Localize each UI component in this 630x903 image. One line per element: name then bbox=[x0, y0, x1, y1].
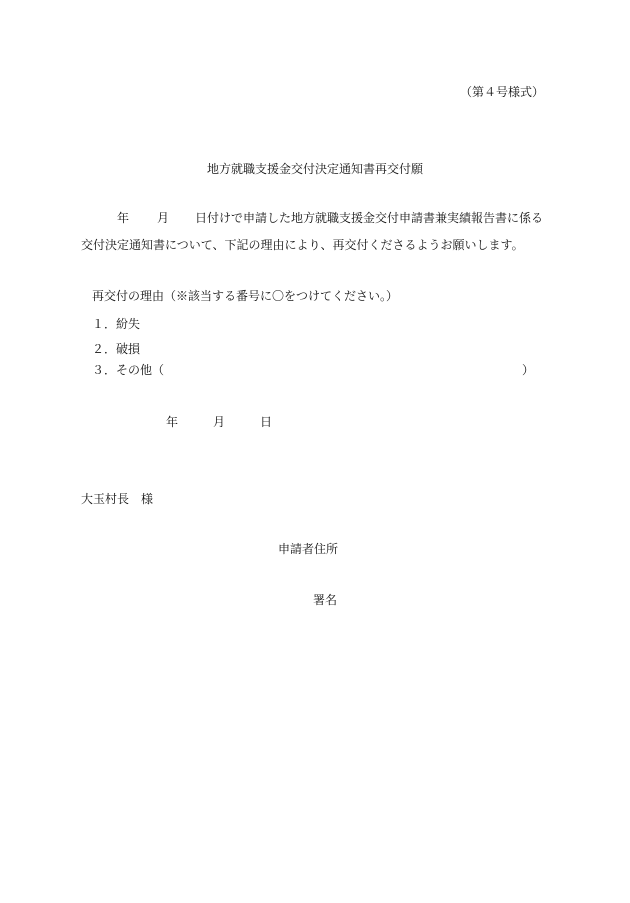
line1-text: 日付けで申請した地方就職支援金交付申請書兼実績報告書に係る bbox=[195, 211, 544, 225]
date-day-label: 日 bbox=[260, 415, 273, 429]
reason-heading: 再交付の理由（※該当する番号に〇をつけてください。） bbox=[92, 289, 399, 303]
request-paragraph-line-2: 交付決定通知書について、下記の理由により、再交付くださるようお願いします。 bbox=[81, 238, 524, 252]
request-paragraph-line-1 bbox=[81, 212, 543, 224]
signature-label: 署名 bbox=[313, 593, 338, 607]
applicant-address-label: 申請者住所 bbox=[278, 542, 339, 556]
form-number: （第４号様式） bbox=[459, 85, 544, 99]
addressee: 大玉村長 様 bbox=[81, 492, 154, 506]
document-title: 地方就職支援金交付決定通知書再交付願 bbox=[206, 162, 423, 176]
reason-item-other: ３．その他（ bbox=[92, 363, 165, 377]
year-label: 年 bbox=[117, 211, 130, 225]
date-month-label: 月 bbox=[213, 415, 226, 429]
reason-item-lost: １．紛失 bbox=[92, 317, 141, 331]
date-year-label: 年 bbox=[166, 415, 179, 429]
month-label: 月 bbox=[157, 211, 170, 225]
reason-item-other-close: ） bbox=[522, 363, 535, 377]
reason-item-damaged: ２．破損 bbox=[92, 342, 141, 356]
